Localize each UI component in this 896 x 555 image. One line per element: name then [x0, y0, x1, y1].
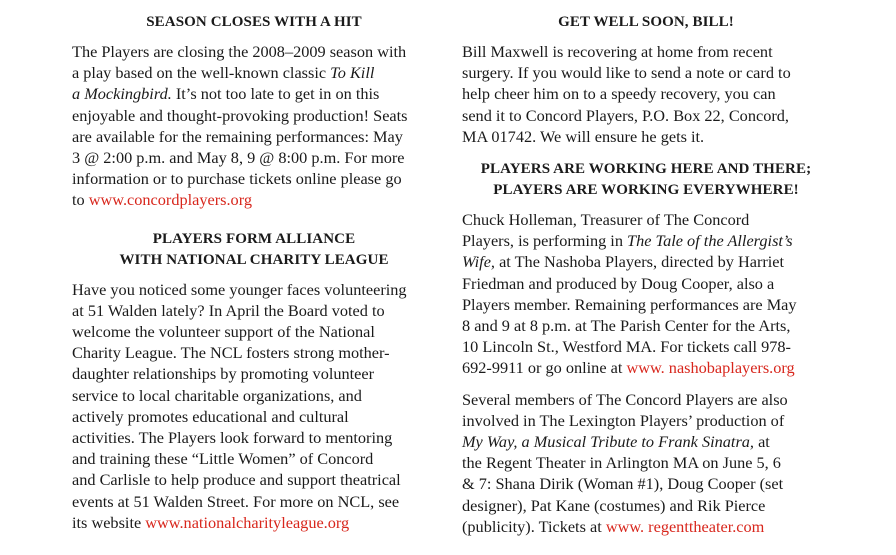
alliance-body: Have you noticed some younger faces volunteering at 51 Walden lately? In April the Board voted to welcome the volunteer support of the National Charity League. The NCL fosters strong mother- daughter relationships by promoting volunteer service to local charitable organizations, and actively promotes educational and cultural activities. The Players look forward to mentoring and training these “Little Women” of Concord and Carlisle to help produce and support theatrical events at 51 Walden Street. For more on NCL, see its website www.nationalcharityleague.org — [72, 279, 407, 532]
alliance-section — [72, 229, 436, 533]
left-column — [72, 0, 436, 533]
alliance-heading: PLAYERS FORM ALLIANCE WITH NATIONAL CHARITY LEAGUE — [119, 230, 389, 268]
right-column — [462, 0, 830, 537]
getwell-body: Bill Maxwell is recovering at home from recent surgery. If you would like to send a note or card to help cheer him on to a speedy recovery, you can send it to Concord Players, P.O. Box 22, Concord, MA 01742. We will ensure he gets it. — [462, 42, 791, 146]
season-body: The Players are closing the 2008–2009 season with a play based on the well-known classic To Kill a Mockingbird. It’s not too late to get in on this enjoyable and thought-provoking production! Seats are available for the remaining performances: May 3 @ 2:00 p.m. and May 8, 9 @ 8:00 p.m. For more information or to purchase tickets online please go to www.concordplayers.org — [72, 42, 408, 210]
working-heading: PLAYERS ARE WORKING HERE AND THERE; PLAYERS ARE WORKING EVERYWHERE! — [480, 161, 812, 199]
season-heading: SEASON CLOSES WITH A HIT — [146, 14, 362, 30]
nashobaplayers-link[interactable]: www. nashobaplayers.org — [626, 358, 795, 378]
regenttheater-link[interactable]: www. regenttheater.com — [605, 516, 765, 536]
concordplayers-link[interactable]: www.concordplayers.org — [88, 190, 252, 210]
getwell-section — [462, 12, 830, 147]
working-body-1: Chuck Holleman, Treasurer of The Concord Players, is performing in The Tale of the Allergist’s Wife, at The Nashoba Players, directed by Harriet Friedman and produced by Doug Cooper, also a Players member. Remaining performances are May 8 and 9 at 8 p.m. at The Parish Center for the Arts, 10 Lincoln St., Westford MA. For tickets call 978- 692-9911 or go online at www. nashobaplayers.org — [462, 210, 797, 378]
getwell-heading: GET WELL SOON, BILL! — [558, 14, 734, 30]
ncl-link[interactable]: www.nationalcharityleague.org — [145, 512, 350, 532]
season-section — [72, 12, 436, 211]
working-section — [462, 159, 830, 537]
working-body-2: Several members of The Concord Players are also involved in The Lexington Players’ production of My Way, a Musical Tribute to Frank Sinatra, at the Regent Theater in Arlington MA on June 5, 6 & 7: Shana Dirik (Woman #1), Doug Cooper (set designer), Pat Kane (costumes) and Rik Pierce (publicity). Tickets at www. regenttheater.com — [462, 389, 788, 536]
